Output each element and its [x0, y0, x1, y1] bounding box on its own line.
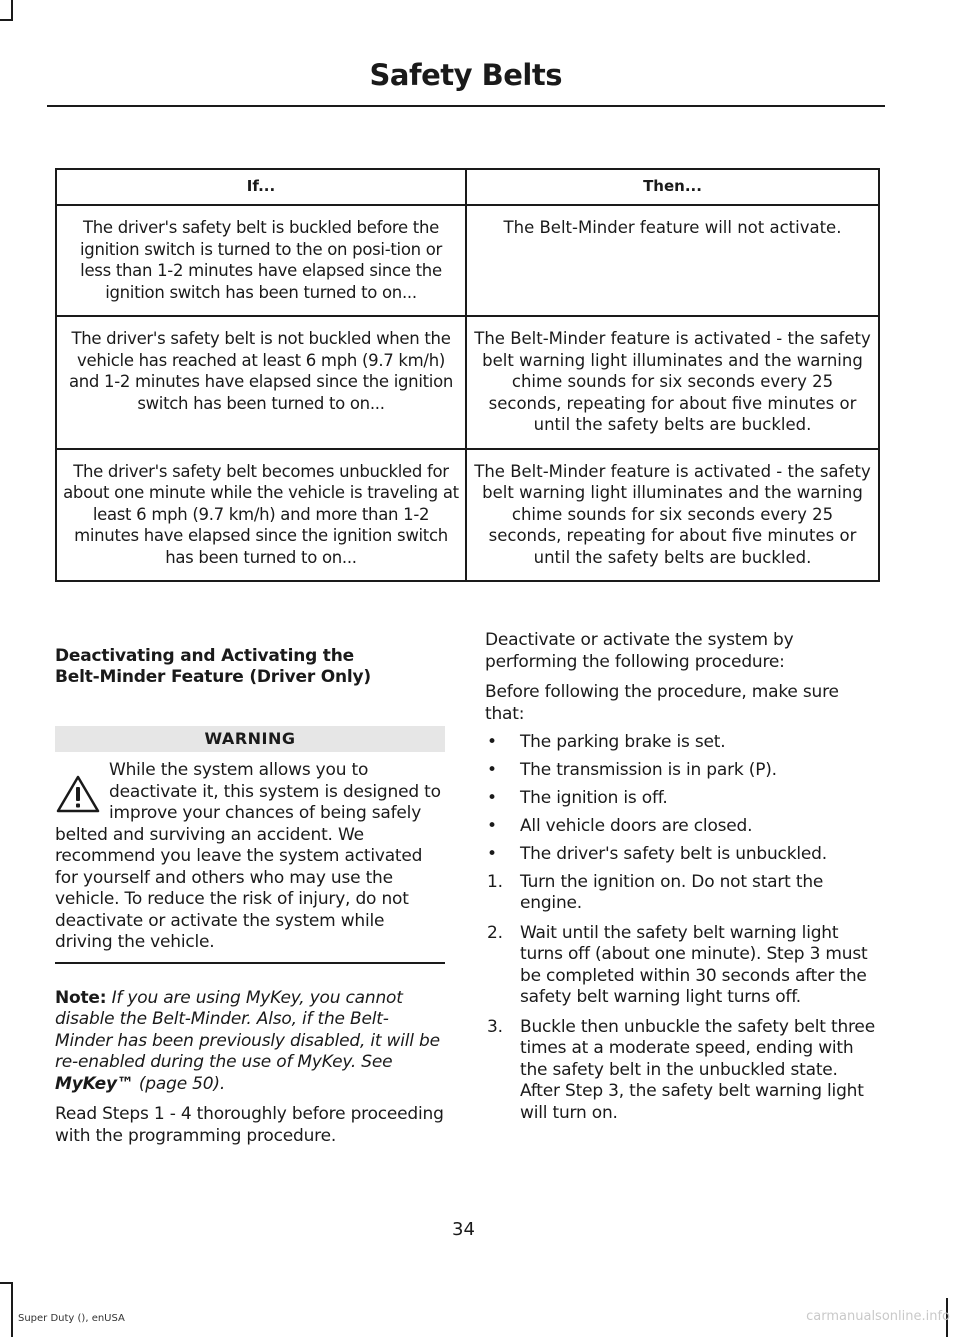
page-title: Safety Belts [369, 58, 562, 92]
right-column [485, 630, 880, 1124]
section-heading-line1: Deactivating and Activating the [55, 646, 354, 666]
list-item [485, 816, 880, 838]
step-number: 2. [487, 922, 503, 943]
list-item [485, 844, 880, 866]
if-then-table [55, 168, 880, 582]
table-cell-if: The driver's safety belt becomes unbuckled for about one minute while the vehicle is traveling at least 6 mph (9.7 km/h) and more than 1-2 minutes have elapsed since the ignition switch has been turned to on... [56, 449, 466, 582]
footer-text: Super Duty (), enUSA [18, 1313, 125, 1324]
mykey-reference-link[interactable]: MyKey™ [55, 1073, 134, 1094]
step-item [485, 872, 880, 915]
step-item [485, 1017, 880, 1125]
note-page-ref: (page 50). [133, 1073, 226, 1094]
table-cell-if: The driver's safety belt is buckled before the ignition switch is turned to the on posi-tion or less than 1-2 minutes have elapsed since the ignition switch has been turned to on... [56, 205, 466, 316]
procedure-steps [485, 872, 880, 1125]
step-text: Buckle then unbuckle the safety belt three times at a moderate speed, ending with the safety belt in the unbuckled state. After Step 3, the safety belt warning light will turn on. [520, 1016, 875, 1123]
list-item [485, 788, 880, 810]
intro-paragraph: Deactivate or activate the system by performing the following procedure: [485, 630, 794, 672]
step-text: Turn the ignition on. Do not start the engine. [520, 871, 824, 913]
note-text: If you are using MyKey, you cannot disable the Belt-Minder. Also, if the Belt-Minder has been previously disabled, it will be re-enabled during the use of MyKey. See [55, 987, 440, 1072]
page-number: 34 [452, 1219, 475, 1240]
step-text: Wait until the safety belt warning light turns off (about one minute). Step 3 must be completed within 30 seconds after the safety belt warning light turns off. [520, 922, 868, 1007]
warning-rule [55, 962, 445, 964]
table-row [56, 316, 879, 449]
table-cell-then: The Belt-Minder feature is activated - the safety belt warning light illuminates and the warning chime sounds for six seconds every 25 seconds, repeating for about five minutes or until the safety belts are buckled. [466, 316, 879, 449]
table-header-if: If... [56, 169, 466, 205]
table-header-row [56, 169, 879, 205]
step-item [485, 923, 880, 1009]
table-header-then: Then... [466, 169, 879, 205]
warning-triangle-icon [55, 774, 101, 814]
bullet-text: The driver's safety belt is unbuckled. [520, 843, 827, 864]
bullet-text: The ignition is off. [520, 787, 668, 808]
left-column [55, 646, 445, 1147]
prerequisite-paragraph: Before following the procedure, make sure that: [485, 682, 839, 724]
table-cell-then: The Belt-Minder feature will not activate. [466, 205, 879, 316]
bullet-text: All vehicle doors are closed. [520, 815, 753, 836]
table-cell-then: The Belt-Minder feature is activated - the safety belt warning light illuminates and the warning chime sounds for six seconds every 25 seconds, repeating for about five minutes or until the safety belts are buckled. [466, 449, 879, 582]
table-row [56, 449, 879, 582]
section-heading-line2: Belt-Minder Feature (Driver Only) [55, 667, 371, 687]
table-row [56, 205, 879, 316]
warning-label: WARNING [55, 726, 445, 752]
table-cell-if: The driver's safety belt is not buckled when the vehicle has reached at least 6 mph (9.7 km/h) and 1-2 minutes have elapsed since the ignition switch has been turned to on... [56, 316, 466, 449]
crop-mark [0, 1282, 13, 1284]
note-paragraph [55, 988, 445, 1096]
watermark: carmanualsonline.info [806, 1309, 950, 1324]
bullet-marker: • [487, 787, 497, 808]
step-number: 3. [487, 1016, 503, 1037]
crop-mark [11, 1282, 13, 1337]
list-item [485, 732, 880, 754]
crop-mark [11, 0, 13, 20]
bullet-marker: • [487, 731, 497, 752]
read-steps-paragraph: Read Steps 1 - 4 thoroughly before proceeding with the programming procedure. [55, 1104, 444, 1146]
bullet-marker: • [487, 759, 497, 780]
title-rule [47, 105, 885, 107]
list-item [485, 760, 880, 782]
warning-text: While the system allows you to deactivate it, this system is designed to improve your chances of being safely belted and surviving an accident. We recommend you leave the system activated for yourself and others who may use the vehicle. To reduce the risk of injury, do not deactivate or activate the system while driving the vehicle. [55, 760, 441, 952]
prerequisite-list [485, 732, 880, 866]
warning-body [55, 760, 445, 954]
bullet-marker: • [487, 843, 497, 864]
note-lead: Note: [55, 987, 107, 1008]
bullet-text: The parking brake is set. [520, 731, 726, 752]
bullet-marker: • [487, 815, 497, 836]
step-number: 1. [487, 871, 503, 892]
section-heading [55, 646, 445, 688]
bullet-text: The transmission is in park (P). [520, 759, 777, 780]
crop-mark [0, 19, 13, 21]
